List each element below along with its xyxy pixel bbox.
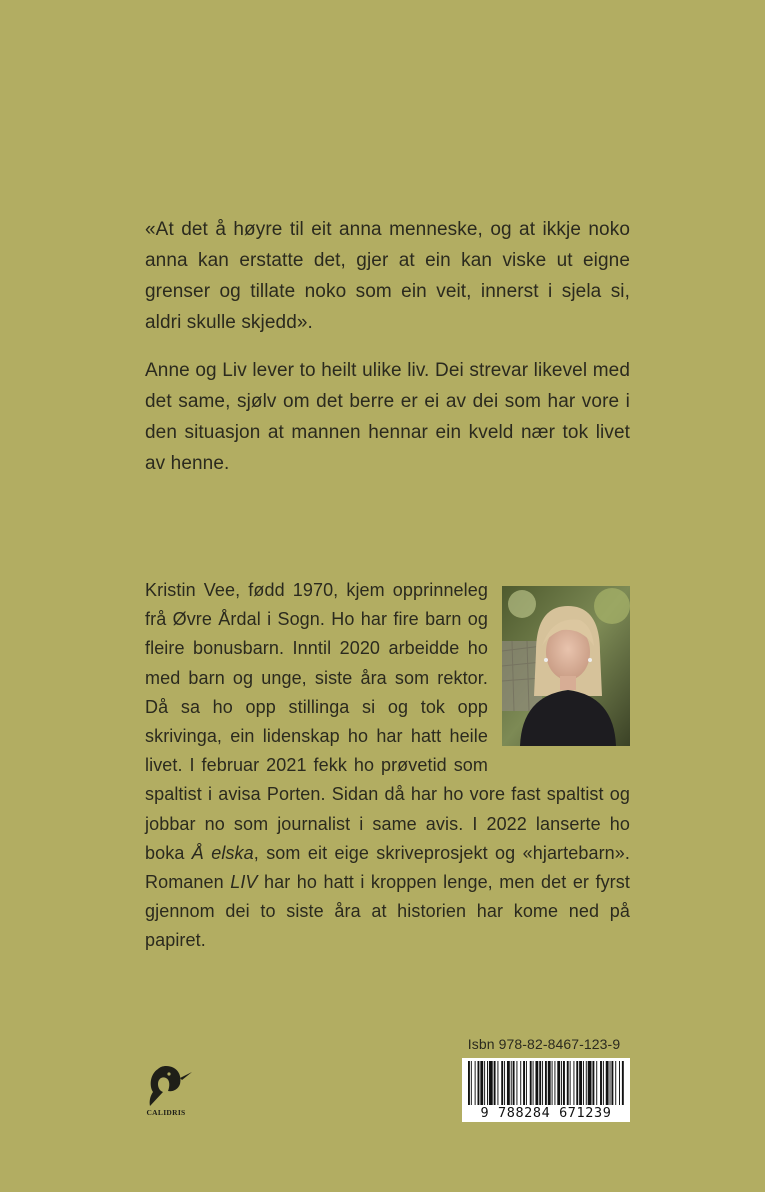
bio-part-3: har ho hatt i kroppen lenge, men det er fyrst gjennom dei to siste åra at historien har kome ned på papiret.: [145, 872, 630, 951]
book-title-liv: LIV: [230, 872, 258, 893]
barcode-bars-icon: [462, 1058, 630, 1108]
quote-block: [145, 214, 630, 338]
author-photo: [502, 586, 630, 746]
book-title-a-elska: Å elska: [191, 842, 254, 863]
barcode-digits: 9 788284 671239: [462, 1105, 630, 1122]
summary-text: Anne og Liv lever to heilt ulike liv. Dei strevar likevel med det same, sjølv om det berre er ei av dei som har vore i den situasjon at mannen hennar ein kveld nær tok livet av henne.: [145, 360, 630, 474]
quote-text: «At det å høyre til eit anna menneske, og at ikkje noko anna kan erstatte det, gjer at ein kan viske ut eigne grenser og tillate noko som ein veit, innerst i sjela si, aldri skulle skjedd».: [145, 219, 630, 333]
isbn-text: Isbn 978-82-8467-123-9: [467, 1036, 621, 1052]
publisher-name: CALIDRIS: [146, 1108, 186, 1117]
calidris-bird-icon: [136, 1058, 196, 1118]
publisher-logo: [136, 1058, 196, 1118]
summary-block: [145, 355, 630, 479]
bio-part-1: Kristin Vee, fødd 1970, kjem opprinneleg frå Øvre Årdal i Sogn. Ho har fire barn og fleire bonusbarn. Inntil 2020 arbeidde ho med barn og unge, siste åra som rektor. Då sa ho opp stillinga si og tok opp skrivinga, ein lidenskap ho har hatt heile livet. I februar 2021 fekk ho prøvetid som spaltist i avisa Porten. Sidan då har ho vore fast spaltist og jobbar no som journalist i same avis. I 2022 lanserte ho boka: [145, 580, 630, 863]
author-bio-block: [145, 576, 630, 956]
barcode: [462, 1058, 630, 1122]
bio-part-2: , som eit eige skriveprosjekt og «hjartebarn». Romanen: [145, 842, 630, 893]
